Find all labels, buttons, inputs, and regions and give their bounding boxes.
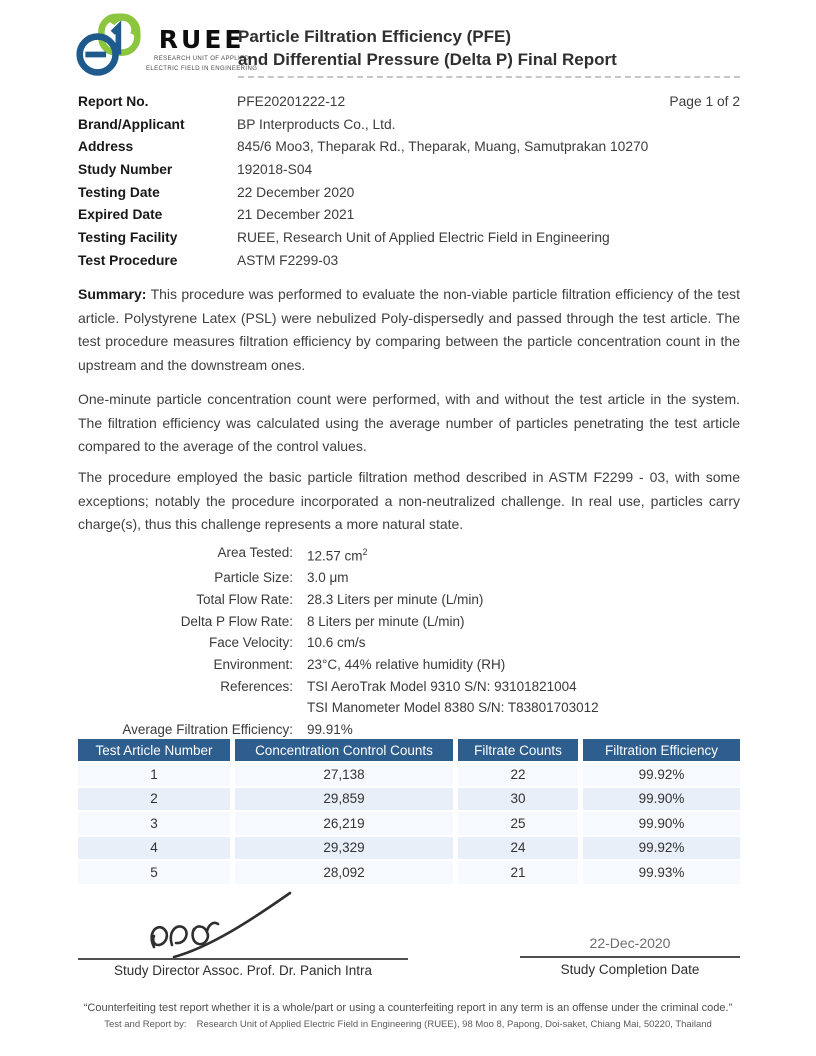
meta-value: RUEE, Research Unit of Applied Electric Field in Engineering	[237, 229, 610, 245]
header-filtration-efficiency: Filtration Efficiency	[583, 739, 740, 761]
header-test-article-number: Test Article Number	[78, 739, 230, 761]
table-row	[78, 812, 740, 835]
table-row	[78, 837, 740, 860]
param-particle-size	[78, 567, 678, 589]
cell-efficiency: 99.90%	[583, 788, 740, 811]
param-references-2	[78, 697, 678, 719]
param-label: Total Flow Rate:	[196, 591, 293, 607]
cell-control-counts: 29,859	[235, 788, 453, 811]
meta-label: Address	[78, 139, 134, 155]
cell-article: 5	[78, 861, 230, 884]
method-paragraph: One-minute particle concentration count were performed, with and without the test article in the system. The filtration efficiency was calculated using the average number of particles penetrating the test article compared to the average of the control values.	[78, 391, 740, 455]
test-and-report-by	[0, 1019, 816, 1030]
param-value: 28.3 Liters per minute (L/min)	[307, 591, 484, 607]
param-environment	[78, 654, 678, 676]
table-row	[78, 763, 740, 786]
report-title	[238, 25, 740, 78]
meta-label: Test Procedure	[78, 252, 178, 268]
report-metadata	[78, 90, 740, 272]
study-completion-date-value: 22-Dec-2020	[589, 935, 671, 951]
meta-row-test-procedure	[78, 249, 740, 272]
meta-value: 845/6 Moo3, Theparak Rd., Theparak, Muang, Samutprakan 10270	[237, 139, 649, 155]
procedure-paragraph: The procedure employed the basic particle filtration method described in ASTM F2299 - 03, with some exceptions; notably the procedure incorporated a non-neutralized challenge. In real use, particles carry charge(s), thus this challenge represents a more natural state.	[78, 469, 740, 533]
param-label: Environment:	[213, 657, 293, 673]
meta-value: 21 December 2021	[237, 207, 355, 223]
summary-text: This procedure was performed to evaluate the non-viable particle filtration efficiency of the test article. Polystyrene Latex (PSL) were nebulized Poly-dispersedly and passed through the test article. The test procedure measures filtration efficiency by comparing between the particle concentration count in the upstream and the downstream ones.	[78, 286, 740, 374]
ruee-logo	[72, 13, 257, 79]
cell-control-counts: 27,138	[235, 763, 453, 786]
cell-article: 4	[78, 837, 230, 860]
test-parameters	[78, 542, 678, 741]
param-label: Face Velocity:	[208, 635, 293, 651]
cell-filtrate-counts: 21	[458, 861, 578, 884]
cell-control-counts: 29,329	[235, 837, 453, 860]
header-filtrate-counts: Filtrate Counts	[458, 739, 578, 761]
meta-row-address	[78, 135, 740, 158]
summary-paragraph	[78, 283, 740, 378]
param-label: Particle Size:	[214, 570, 293, 586]
param-label: Area Tested:	[217, 545, 293, 560]
cell-filtrate-counts: 25	[458, 812, 578, 835]
page-indicator: Page 1 of 2	[669, 93, 740, 109]
cell-efficiency: 99.92%	[583, 837, 740, 860]
test-by-value: Research Unit of Applied Electric Field in Engineering (RUEE), 98 Moo 8, Papong, Doi-saket, Chiang Mai, 50220, Thailand	[196, 1019, 712, 1030]
counterfeit-disclaimer: “Counterfeiting test report whether it is a whole/part or using a counterfeiting report in any term is an offense under the criminal code.”	[83, 1002, 733, 1014]
meta-row-brand	[78, 113, 740, 136]
cell-article: 1	[78, 763, 230, 786]
param-delta-p-flow-rate	[78, 611, 678, 633]
study-director-signature-line	[78, 958, 408, 960]
meta-label: Testing Facility	[78, 229, 178, 245]
param-value: 23°C, 44% relative humidity (RH)	[307, 657, 506, 673]
param-value: 3.0 μm	[307, 570, 349, 586]
meta-value: 22 December 2020	[237, 184, 355, 200]
cell-filtrate-counts: 30	[458, 788, 578, 811]
report-title-line1: Particle Filtration Efficiency (PFE)	[238, 27, 512, 46]
header-concentration-control-counts: Concentration Control Counts	[235, 739, 453, 761]
logo-subtitle-line2: ELECTRIC FIELD IN ENGINEERING	[146, 66, 258, 72]
param-label: References:	[220, 678, 293, 694]
meta-row-report-no	[78, 90, 740, 113]
meta-label: Expired Date	[78, 207, 163, 223]
logo-subtitle-line1: RESEARCH UNIT OF APPLIED	[154, 56, 250, 62]
results-table	[73, 737, 745, 886]
cell-filtrate-counts: 22	[458, 763, 578, 786]
param-value: 99.91%	[307, 722, 353, 738]
meta-label: Study Number	[78, 161, 173, 177]
param-label: Average Filtration Efficiency:	[122, 722, 293, 738]
signature-image	[138, 889, 313, 961]
logo-acronym: RUEE	[158, 25, 245, 54]
test-by-label: Test and Report by:	[104, 1019, 187, 1030]
meta-row-study-number	[78, 158, 740, 181]
study-director-label: Study Director Assoc. Prof. Dr. Panich Intra	[113, 963, 373, 978]
param-face-velocity	[78, 632, 678, 654]
cell-article: 3	[78, 812, 230, 835]
param-label: Delta P Flow Rate:	[180, 613, 293, 629]
cell-efficiency: 99.93%	[583, 861, 740, 884]
meta-row-testing-date	[78, 181, 740, 204]
meta-row-testing-facility	[78, 226, 740, 249]
param-area-tested	[78, 542, 678, 567]
param-references-1	[78, 676, 678, 698]
meta-label: Report No.	[78, 93, 149, 109]
param-label	[78, 697, 293, 719]
study-completion-date-line	[520, 956, 740, 958]
meta-value: 192018-S04	[237, 161, 313, 177]
meta-row-expired-date	[78, 203, 740, 226]
cell-control-counts: 28,092	[235, 861, 453, 884]
meta-value: PFE20201222-12	[237, 93, 346, 109]
summary-label: Summary:	[78, 286, 147, 302]
superscript: 2	[362, 547, 368, 557]
param-value: 10.6 cm/s	[307, 635, 366, 651]
report-title-line2: and Differential Pressure (Delta P) Final Report	[238, 50, 617, 69]
results-table-wrap	[78, 739, 740, 884]
cell-efficiency: 99.90%	[583, 812, 740, 835]
param-value: 12.57 $cm^2$	[307, 547, 368, 564]
table-row	[78, 788, 740, 811]
study-completion-date-label: Study Completion Date	[560, 962, 700, 977]
param-value: TSI Manometer Model 8380 S/N: T83801703012	[307, 700, 599, 716]
meta-value: ASTM F2299-03	[237, 252, 339, 268]
param-value: TSI AeroTrak Model 9310 S/N: 93101821004	[307, 678, 577, 694]
cell-article: 2	[78, 788, 230, 811]
param-value: 8 Liters per minute (L/min)	[307, 613, 465, 629]
table-header-row	[78, 739, 740, 761]
meta-label: Testing Date	[78, 184, 160, 200]
meta-value: BP Interproducts Co., Ltd.	[237, 116, 396, 132]
cell-filtrate-counts: 24	[458, 837, 578, 860]
table-row	[78, 861, 740, 884]
meta-label: Brand/Applicant	[78, 116, 185, 132]
ruee-logo-icon	[72, 13, 144, 79]
cell-control-counts: 26,219	[235, 812, 453, 835]
cell-efficiency: 99.92%	[583, 763, 740, 786]
param-total-flow-rate	[78, 589, 678, 611]
